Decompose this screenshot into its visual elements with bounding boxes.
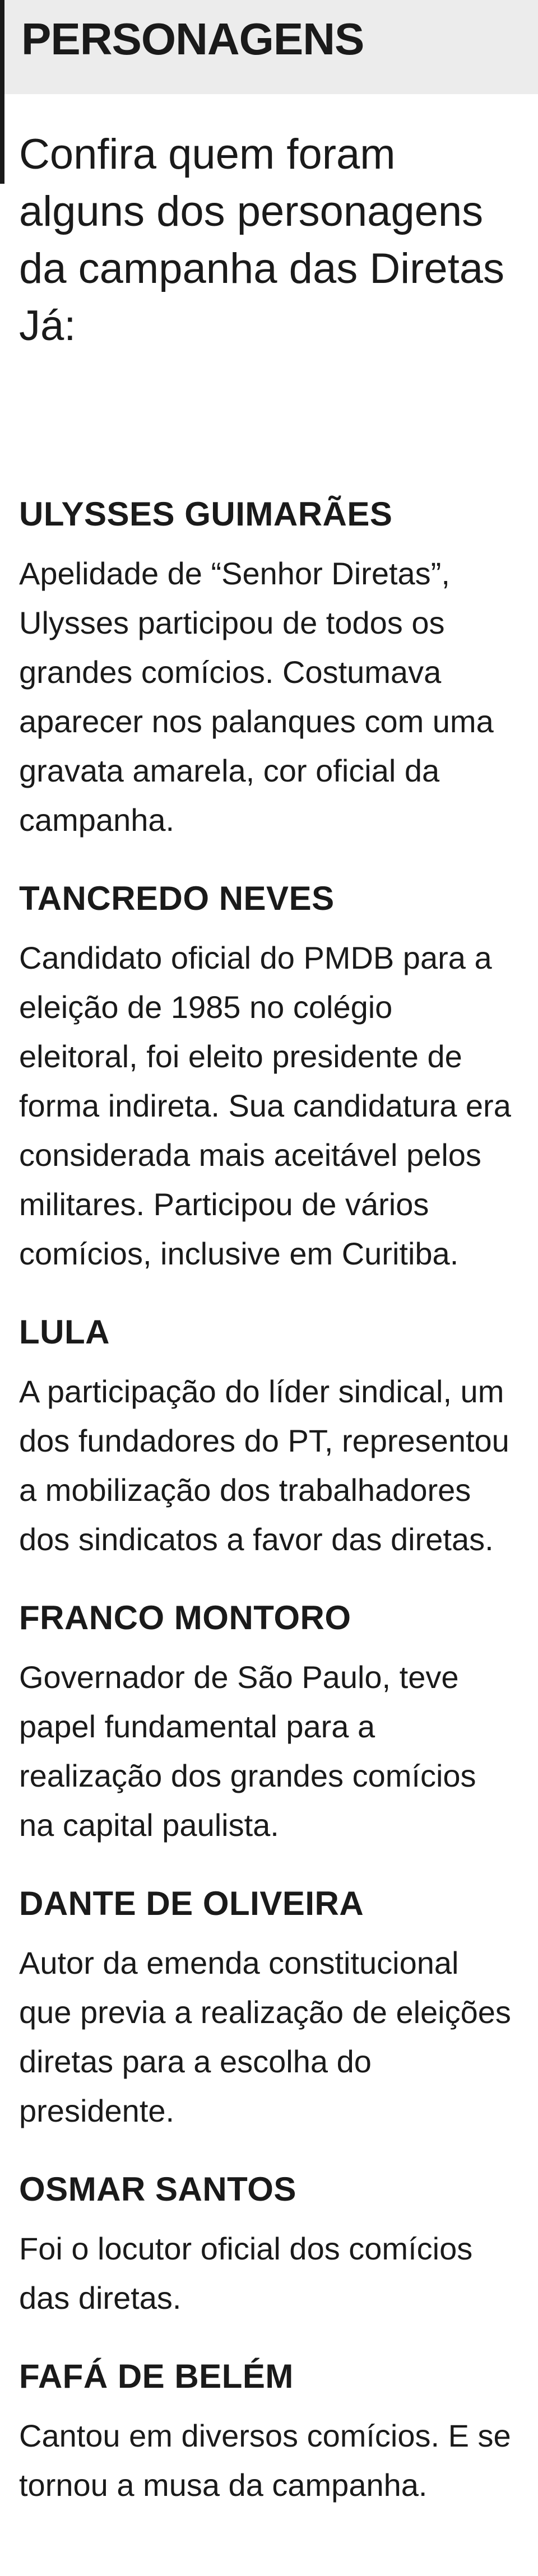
person-item (19, 877, 518, 1278)
person-name: DANTE DE OLIVEIRA (19, 1885, 364, 1922)
person-name: OSMAR SANTOS (19, 2170, 296, 2208)
person-name: LULA (19, 1313, 110, 1351)
person-name: FRANCO MONTORO (19, 1599, 351, 1636)
person-description: Governador de São Paulo, teve papel fundamental para a realização dos grandes comícios na capital paulista. (19, 1659, 476, 1843)
intro-text: Confira quem foram alguns dos personagens da campanha das Diretas Já: (19, 131, 505, 350)
person-description: Cantou em diversos comícios. E se tornou a musa da campanha. (19, 2418, 511, 2503)
person-item (19, 2168, 518, 2323)
person-description: Candidato oficial do PMDB para a eleição de 1985 no colégio eleitoral, foi eleito presidente de forma indireta. Sua candidatura era considerada mais aceitável pelos militares. Participou de vários comícios, inclusive em Curitiba. (19, 940, 511, 1271)
section-title: PERSONAGENS (21, 14, 364, 64)
person-description: Apelidade de “Senhor Diretas”, Ulysses participou de todos os grandes comícios. Costumava aparecer nos palanques com uma gravata amarela, cor oficial da campanha. (19, 556, 494, 838)
section-header (0, 0, 538, 94)
person-item (19, 1882, 518, 2136)
person-name: ULYSSES GUIMARÃES (19, 495, 393, 533)
person-name: TANCREDO NEVES (19, 880, 335, 917)
person-item (19, 1311, 518, 1564)
people-list (19, 493, 518, 2542)
person-item (19, 2355, 518, 2510)
person-name: FAFÁ DE BELÉM (19, 2358, 294, 2395)
person-description: Autor da emenda constitucional que previa a realização de eleições diretas para a escolha do presidente. (19, 1945, 511, 2128)
intro-accent-bar (0, 94, 4, 184)
person-item (19, 1597, 518, 1850)
person-description: Foi o locutor oficial dos comícios das diretas. (19, 2231, 473, 2315)
person-item (19, 493, 518, 845)
person-description: A participação do líder sindical, um dos fundadores do PT, representou a mobilização dos trabalhadores dos sindicatos a favor das diretas. (19, 1374, 509, 1557)
